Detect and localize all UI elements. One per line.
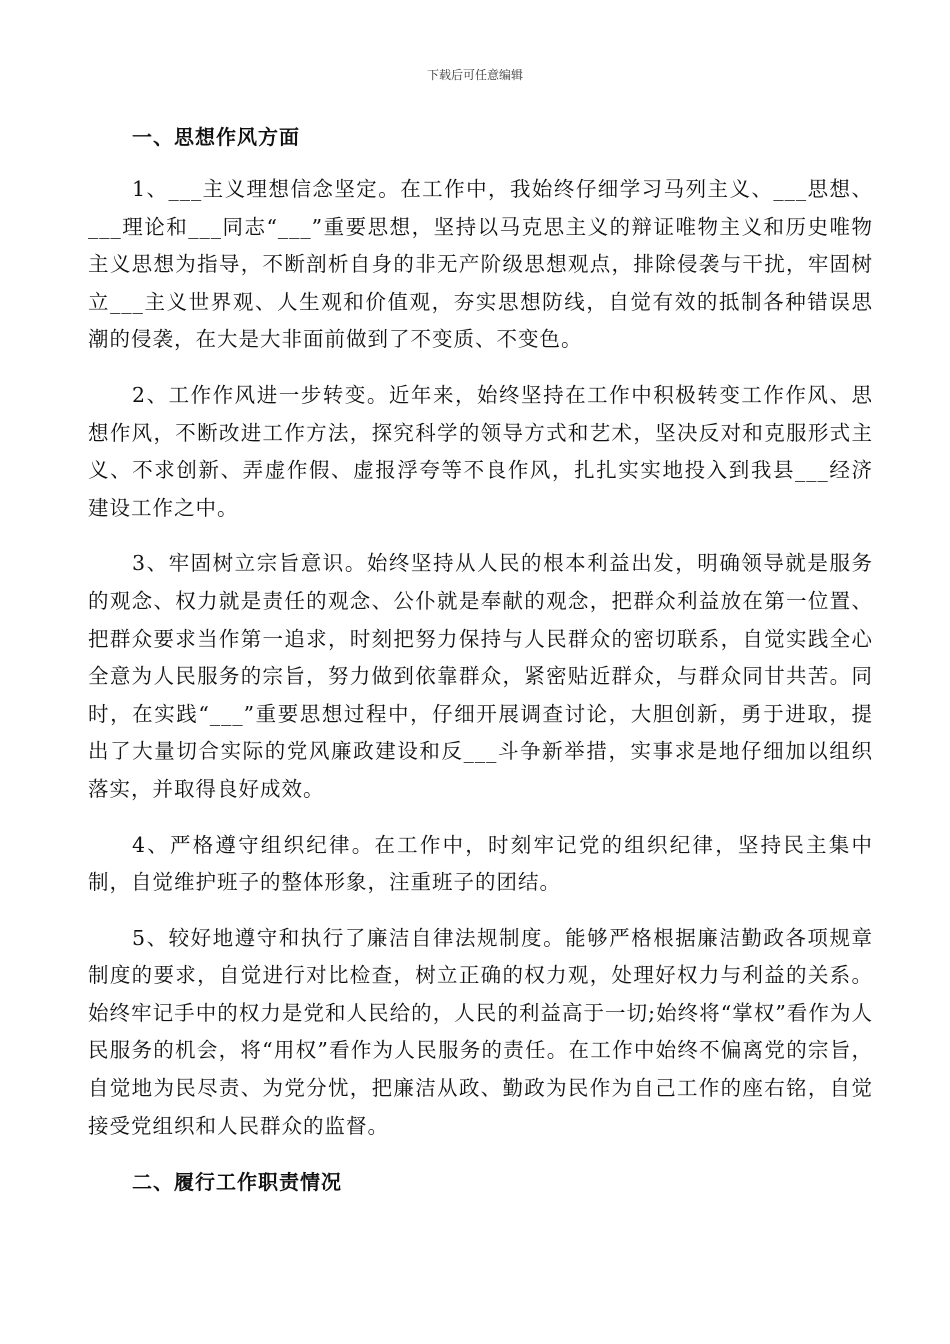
section-heading-1: 一、思想作风方面 xyxy=(132,125,300,149)
paragraph-2: 2、工作作风进一步转变。近年来，始终坚持在工作中积极转变工作作风、思想作风，不断改进工作方法，探究科学的领导方式和艺术，坚决反对和克服形式主义、不求创新、弄虚作假、虚报浮夸等不良作风，扎扎实实地投入到我县___经济建设工作之中。 xyxy=(88,382,873,520)
section-heading-2: 二、履行工作职责情况 xyxy=(132,1170,342,1195)
paragraph-1: 1、___主义理想信念坚定。在工作中，我始终仔细学习马列主义、___思想、___理论和___同志“___”重要思想，坚持以马克思主义的辩证唯物主义和历史唯物主义思想为指导，不断剖析自身的非无产阶级思想观点，排除侵袭与干扰，牢固树立___主义世界观、人生观和价值观，夯实思想防线，自觉有效的抵制各种错误思潮的侵袭，在大是大非面前做到了不变质、不变色。 xyxy=(88,177,873,352)
document-body xyxy=(88,118,873,1201)
paragraph-3: 3、牢固树立宗旨意识。始终坚持从人民的根本利益出发，明确领导就是服务的观念、权力就是责任的观念、公仆就是奉献的观念，把群众利益放在第一位置、把群众要求当作第一追求，时刻把努力保持与人民群众的密切联系，自觉实践全心全意为人民服务的宗旨，努力做到依靠群众，紧密贴近群众，与群众同甘共苦。同时，在实践“___”重要思想过程中，仔细开展调查讨论，大胆创新，勇于进取，提出了大量切合实际的党风廉政建设和反___斗争新举措，实事求是地仔细加以组织落实，并取得良好成效。 xyxy=(88,551,873,801)
paragraph-4: 4、严格遵守组织纪律。在工作中，时刻牢记党的组织纪律，坚持民主集中制，自觉维护班子的整体形象，注重班子的团结。 xyxy=(88,832,873,895)
paragraph-5: 5、较好地遵守和执行了廉洁自律法规制度。能够严格根据廉洁勤政各项规章制度的要求，自觉进行对比检查，树立正确的权力观，处理好权力与利益的关系。始终牢记手中的权力是党和人民给的，人民的利益高于一切;始终将“掌权”看作为人民服务的机会，将“用权”看作为人民服务的责任。在工作中始终不偏离党的宗旨，自觉地为民尽责、为党分忧，把廉洁从政、勤政为民作为自己工作的座右铭，自觉接受党组织和人民群众的监督。 xyxy=(88,925,873,1138)
header-note: 下载后可任意编辑 xyxy=(426,68,523,82)
